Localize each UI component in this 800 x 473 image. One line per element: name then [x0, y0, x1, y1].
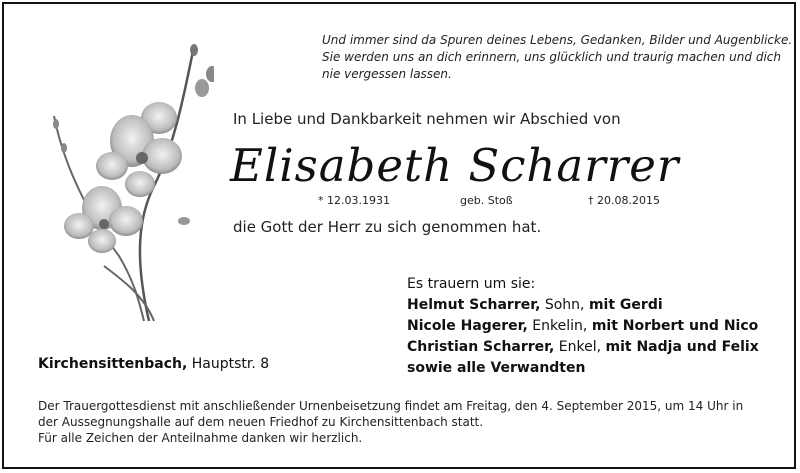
- mourner-name: Helmut Scharrer,: [407, 297, 541, 313]
- gott-text: die Gott der Herr zu sich genommen hat.: [233, 218, 542, 236]
- death-date: † 20.08.2015: [588, 194, 660, 207]
- mourner-name: Christian Scharrer,: [407, 339, 555, 355]
- service-line: Für alle Zeichen der Anteilnahme danken wir herzlich.: [38, 431, 363, 445]
- birth-date: * 12.03.1931: [318, 194, 390, 207]
- verse: [322, 32, 793, 83]
- mourner-name: Nicole Hagerer,: [407, 318, 528, 334]
- verse-line: Und immer sind da Spuren deines Lebens, Gedanken, Bilder und Augenblicke.: [322, 33, 793, 47]
- mourners-list: [407, 274, 792, 379]
- service-notice: [38, 398, 788, 446]
- mourner-partner: mit Nadja und Felix: [605, 339, 759, 355]
- obituary-frame: [2, 2, 796, 469]
- mourner-relation: Enkel,: [554, 339, 606, 355]
- service-line: Der Trauergottesdienst mit anschließender Urnenbeisetzung findet am Freitag, den 4. September 2015, um 14 Uhr in: [38, 399, 744, 413]
- address-street: Hauptstr. 8: [187, 356, 270, 372]
- address: [38, 356, 269, 372]
- list-item: [407, 337, 792, 358]
- service-line: der Aussegnungshalle auf dem neuen Friedhof zu Kirchensittenbach statt.: [38, 415, 484, 429]
- mourner-partner: mit Norbert und Nico: [591, 318, 759, 334]
- list-item: [407, 316, 792, 337]
- list-item: [407, 295, 792, 316]
- mourners-closing: sowie alle Verwandten: [407, 360, 586, 376]
- address-town: Kirchensittenbach,: [38, 356, 188, 372]
- mourners-heading: Es trauern um sie:: [407, 276, 536, 292]
- mourner-relation: Enkelin,: [527, 318, 592, 334]
- orchid-icon: [34, 36, 214, 326]
- deceased-name: Elisabeth Scharrer: [230, 139, 680, 192]
- mourner-partner: mit Gerdi: [588, 297, 663, 313]
- intro-text: In Liebe und Dankbarkeit nehmen wir Abschied von: [233, 110, 621, 128]
- verse-line: Sie werden uns an dich erinnern, uns glücklich und traurig machen und dich: [322, 50, 781, 64]
- maiden-name: geb. Stoß: [460, 194, 513, 207]
- verse-line: nie vergessen lassen.: [322, 67, 452, 81]
- mourner-relation: Sohn,: [540, 297, 589, 313]
